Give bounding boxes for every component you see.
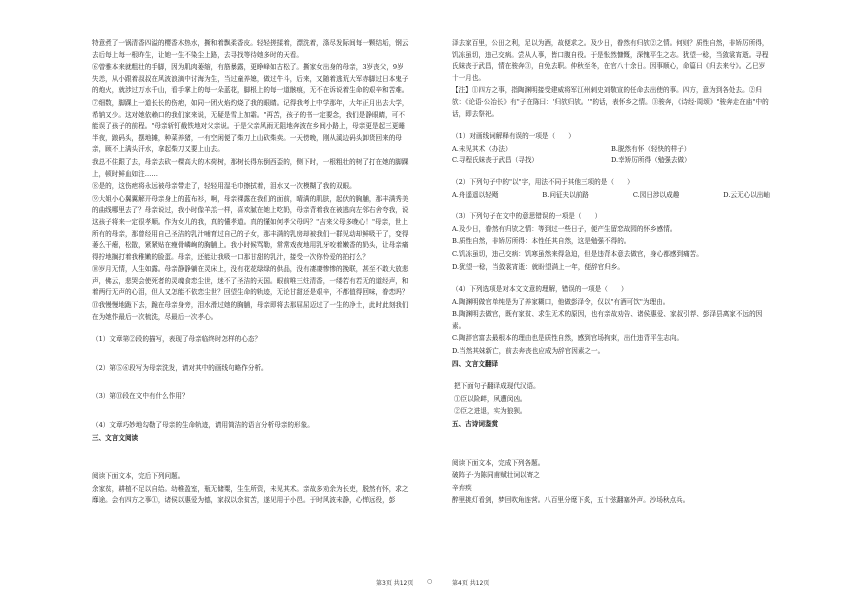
option-b: B.问征夫以前路: [542, 190, 589, 199]
mc-options-2: [452, 190, 770, 202]
option-b: B.脱然有怀（轻快的样子）: [611, 144, 691, 153]
option-a: A.舟遥遥以轻飏: [452, 190, 499, 199]
question-2: （2）第⑤⑥段写为母亲洗发，请对其中的画线句略作分析。: [92, 363, 268, 372]
mc-question-4: （4）下列选项是对本文文意的理解，错误的一项是（ ）: [452, 285, 628, 294]
option-c: C.寻程氏妹丧于武昌（寻找）: [452, 156, 539, 165]
option-c: C.园日涉以成趣: [632, 190, 680, 199]
option-a: A.及少日，眷然有归欤之情：等到过一些日子，便产生留恋故园的怀乡感情。: [452, 224, 677, 233]
option-d: D.幸矫厉所得（勉强去做）: [611, 156, 691, 165]
option-a: A.未见其术（办法）: [452, 144, 512, 153]
passage-paragraph: ⑨大姐小心翼翼解开母亲身上的蓝布衫，啊，母亲裸露在我们的面前，晴满的肌肤，起伏的胸脯，那丰满秀美的曲线哪里去了？母亲说过，我小时像羊羔一样，喜欢腻在她上吃奶，母亲背着我在被逃向左邻右舍夸我，说这孩子将来一定很孝顺。作为女儿的我，真的懂孝道。真的懂如何孝父母吗？"吉来父母多晚心！"母亲，世上所有的母亲，那曾经用自己圣洁的乳汁哺育过自己的子女，那丰满的乳房却被我们一群见动却鲜吸干了，变得萎么干瘪，松散，紧紧贴在瘦骨嶙峋的胸脯上。我小时候骂勒，常常戏夜地用乳牙咬着嫩香的奶头，让母亲痛得拧地搁打着我稚嫩的脸蛋。母亲，还能让我吸一口那甘甜的乳汁，接受一次你怜爱的拍打么？: [92, 194, 409, 261]
poem-title: 破阵子·为陈同甫赋壮词以寄之: [452, 471, 540, 480]
passage-paragraph: ⑧是的，这伤疤将永远被母亲带走了，轻轻用湿毛巾擦拭着，泪水又一次模糊了我的双眼。: [92, 182, 356, 191]
mc-question-2: （2）下列句子中的"以"字，用法不同于其他三项的是（ ）: [452, 177, 634, 186]
question-3: （3）第⑪段在文中有什么作用？: [92, 392, 189, 401]
classical-text-continued: 泽去家百里，公田之利，足以为酒，故便求之。及少日，眷然有归欤②之情。何则？质性自然，非矫厉所得，饥冻虽切，违己交病。尝从人事，皆口腹自役。于是怅然慷慨，深愧平生之志。犹望一稔，当敛裳宵逝。寻程氏妹丧于武昌，情在骏奔③，自免去职。仲秋至冬，在官八十余日。因事顺心，命篇曰《归去来兮》。乙巳岁十一月也。: [452, 39, 769, 82]
section-heading: 三、文言文阅读: [92, 433, 139, 442]
passage-paragraph: 特意煮了一锅清香四溢的樱香木热水，撕和着飘柔香皮。轻轻搓揉着，漂洗着，涤尽发际间每一颗结垢，钢云去后每上每一根昨生，让她一生不染尘上路，去寻找等待她多时的天看。: [92, 39, 409, 59]
mc-options-1: [452, 144, 770, 167]
page-number-left: 第3页 共12页: [376, 580, 414, 587]
option-b: B.陶渊明去做官，既有家贫、求生无术的原因，也有亲故劝告、诸侯惠爱、家叔引荐、彭泽县离家不远的因素。: [452, 310, 763, 330]
mc-question-3: （3）下列句子在文中的意思错误的一项是（ ）: [452, 212, 602, 221]
reading-prompt: 阅读下面文本，完后下列问题。: [92, 472, 185, 481]
left-page: [92, 38, 410, 508]
option-d: D.当然其妹新亡，前去奔丧也应成为辞官因素之一。: [452, 347, 605, 356]
option-c: C.陶辞官富去最根本的理由也是质性自然，感到官场拘束，出仕违背平生志向。: [452, 334, 684, 343]
binding-mark: ○: [427, 578, 433, 585]
passage-paragraph: ⑦细数，脚踝上一道长长的伤疤，如同一团火焰灼烧了我的眼睛。记得我考上中学那年，大年正月出去大学，希钠又少。这对她依赖口的我们家来说，无疑是雪上加霜。"再苦，孩子的书一定要念，我们是静眼睛，可不能误了孩子的前程。"母亲斩钉截铁地对父亲说。于是父亲风雨无阻地奔波在乡间小路上，母亲更是起三更睡半夜，踉码头，摆地摊，种菜养猪，一有空闲便了柴刀上山砍柴卖。一天傍晚，刚从溪边码头卸货回来的母亲，顾不上满头汗水，拿起柴刀又要上山去。: [92, 98, 409, 154]
option-c: C.饥冻虽切，违己交病：饥寒虽然来得急迫，但是违背本意去做官，身心都感到痛苦。: [452, 249, 703, 258]
question-4: （4）文章巧妙地勾勒了母亲的生命轨迹，请用简洁的语言分析母亲的形象。: [92, 421, 314, 430]
passage-paragraph: ⑪我慢慢地跪下去，跪在母亲身旁，泪水滑过她的胸脯，母亲即将去那屈屈迈过了一生的净土，此时此刻我们在为她作最后一次梳洗，尽最后一次孝心。: [92, 301, 409, 321]
poem-author: 辛弃疾: [452, 483, 472, 492]
classical-text: 余家贫，耕植不足以自给。幼稚盈室，瓶无储粟，生生所资，未见其术。亲故多劝余为长吏，脱然有怀，求之靡途。会有四方之事①，诸侯以惠爱为德，家叔以余贫苦，遂见用于小邑。于时风波未静，心惮远役，彭: [92, 484, 409, 505]
option-a: A.陶渊明做官单纯是为了养家糊口，他做彭泽令，仅以"有酒可饮"为理由。: [452, 297, 670, 306]
poem-line: 醉里挑灯看剑，梦回吹角连营。八百里分麾下炙，五十弦翻塞外声。沙场秋点兵。: [452, 496, 690, 505]
poem-prompt: 阅读下面文本，完成下列各题。: [452, 458, 545, 467]
translate-item-1: ①臣以险衅，夙遭闵凶。: [454, 394, 527, 403]
right-page: [452, 38, 770, 508]
passage-paragraph: ⑩岁月无情，人生如露。母亲静静躺在灵床上，没有花花绿绿的供品，没有凄凄惨惨的挽联，甚至不敢大放悲声，佛云，悲哭会使死者的灵魂食恋尘世，迷不了圣洁的天国。眼前唯三炷清香，一缕若有若无的道经声，和着两行无声的心泪，但人又怎能不依恋尘世？回望生命的轨迹，无论甘甜还是艰辛，不都值得回味，眷恋吗？: [92, 265, 409, 297]
option-d: D.犹望一稔，当敛裳宵逝：就盼望满上一年，便辞官归乡。: [452, 262, 624, 271]
option-b: B.质性自然，非矫厉所得：本性任其自然，这是勉强不得的。: [452, 237, 631, 246]
translate-prompt: 把下面句子翻译成现代汉语。: [454, 382, 540, 391]
section-heading: 四、文言文翻译: [452, 359, 499, 368]
passage-paragraph: 我总不住跟了去，母亲去砍一棵高大的木荷树，那树长得东倒西歪的，侧下时，一根粗壮的树了打在她的脚踝上，顿时鲜血如注……: [92, 157, 409, 178]
section-heading: 五、古诗词鉴赏: [452, 420, 499, 429]
passage-paragraph: ⑥曾雅本来就粗壮的手脚，因为肌肉萎缩，有筋暴露，更睁峰如古松了。撕家女出身的母亲，3岁丧父，9岁失恙，从小跟着叔叔在风波浪滴中讨海为生，当过童养媳，做过牛斗，后来，又随着逃荒大军赤脚过日本鬼子的炮火，就涉过万水千山，看手掌上的每一朵蓝花，脚根上的每一道骸痕，无不在诉说着生命的艰辛和苦难。: [92, 63, 409, 95]
question-1: （1）文章第②段的描写，表现了母亲临终时怎样的心态？: [92, 335, 262, 344]
translate-item-2: ②臣之进退，实为狼狈。: [454, 407, 527, 416]
option-d: D.云无心以出岫: [723, 190, 770, 199]
annotation-note: 【注】①四方之事，指陶渊明接受建威将军江州刺史刘敬宣的任命去出使的事。四方，意为到各处去。②归欤：《论语·公冶长》有"子在陈曰：'归欤归欤。'"的话，表怀乡之情。③骏奔，《诗经·周颂》"骏奔走在庙"中的话，即去祭祀。: [452, 86, 769, 118]
mc-question-1: （1）对画线词解释有误的一项是（ ）: [452, 132, 575, 141]
page-number-right: 第4页 共12页: [452, 580, 490, 587]
